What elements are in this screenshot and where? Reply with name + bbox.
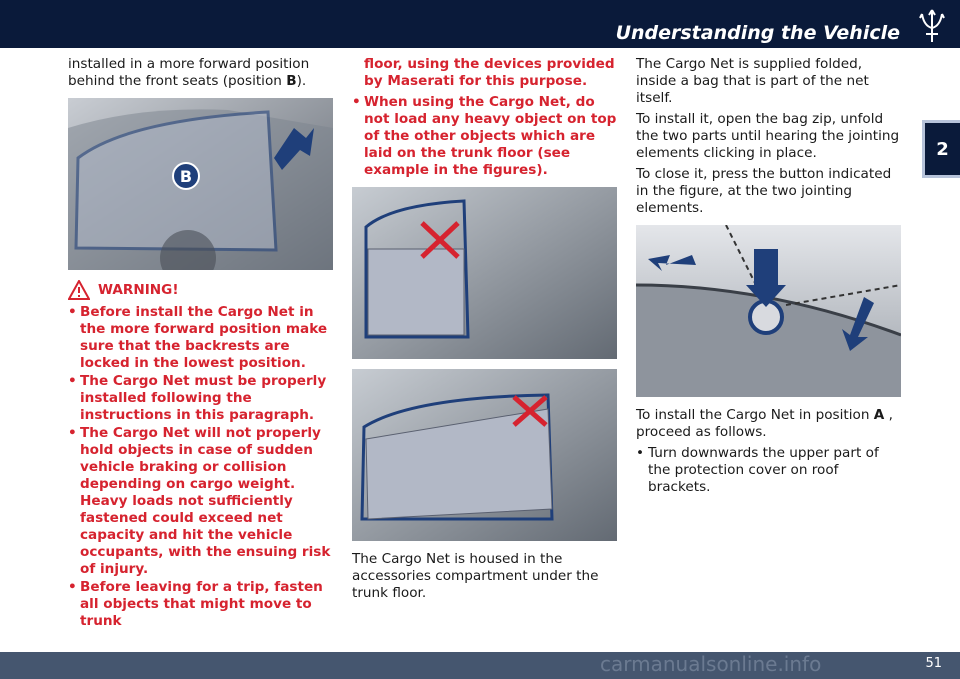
column-1 — [68, 56, 336, 631]
column-3 — [636, 56, 904, 496]
install-steps — [636, 445, 904, 496]
page-number: 51 — [925, 656, 942, 671]
column-2 — [352, 56, 620, 606]
section-title: Understanding the Vehicle — [615, 22, 900, 44]
install-step: • Turn downwards the upper part of the protection cover on roof brackets. — [636, 445, 904, 496]
page-header — [0, 0, 960, 48]
warning-item: • Before install the Cargo Net in the more forward position make sure that the backrests are locked in the lowest position. — [68, 304, 336, 372]
warning-heading: WARNING! — [68, 280, 336, 300]
cargo-net-position-b-figure — [68, 98, 333, 270]
intro-paragraph: installed in a more forward position behind the front seats (position B). — [68, 56, 310, 89]
warning-item: • When using the Cargo Net, do not load any heavy object on top of the other objects which are laid on the trunk floor (see example in the figures). — [352, 94, 620, 179]
warning-item: • Before leaving for a trip, fasten all objects that might move to trunk — [68, 579, 336, 630]
install-open-paragraph: To install it, open the bag zip, unfold the two parts until hearing the jointing elements clicking in place. — [636, 111, 900, 161]
install-position-paragraph: To install the Cargo Net in position A , proceed as follows. — [636, 407, 893, 440]
trident-logo-icon — [916, 6, 948, 46]
chapter-tab: 2 — [922, 120, 960, 178]
wrong-load-figure-2 — [352, 369, 617, 541]
housed-paragraph: The Cargo Net is housed in the accessories compartment under the trunk floor. — [352, 551, 599, 601]
warning-item: • The Cargo Net will not properly hold objects in case of sudden vehicle braking or collision depending on cargo weight. Heavy loads not sufficiently fastened could exceed net capacity and hit the vehicle occupants, with the ensuing risk of injury. — [68, 425, 336, 578]
jointing-button-figure — [636, 225, 901, 397]
warning-continuation: floor, using the devices provided by Maserati for this purpose. — [364, 56, 615, 89]
supplied-paragraph: The Cargo Net is supplied folded, inside a bag that is part of the net itself. — [636, 56, 869, 106]
watermark: carmanualsonline.info — [600, 652, 822, 676]
warning-triangle-icon — [68, 280, 90, 300]
warning-list-cont — [352, 94, 620, 179]
callout-b-label: B — [179, 167, 193, 186]
wrong-load-figure-1 — [352, 187, 617, 359]
close-paragraph: To close it, press the button indicated in the figure, at the two jointing elements. — [636, 166, 892, 216]
warning-list — [68, 304, 336, 630]
warning-item: • The Cargo Net must be properly installed following the instructions in this paragraph. — [68, 373, 336, 424]
